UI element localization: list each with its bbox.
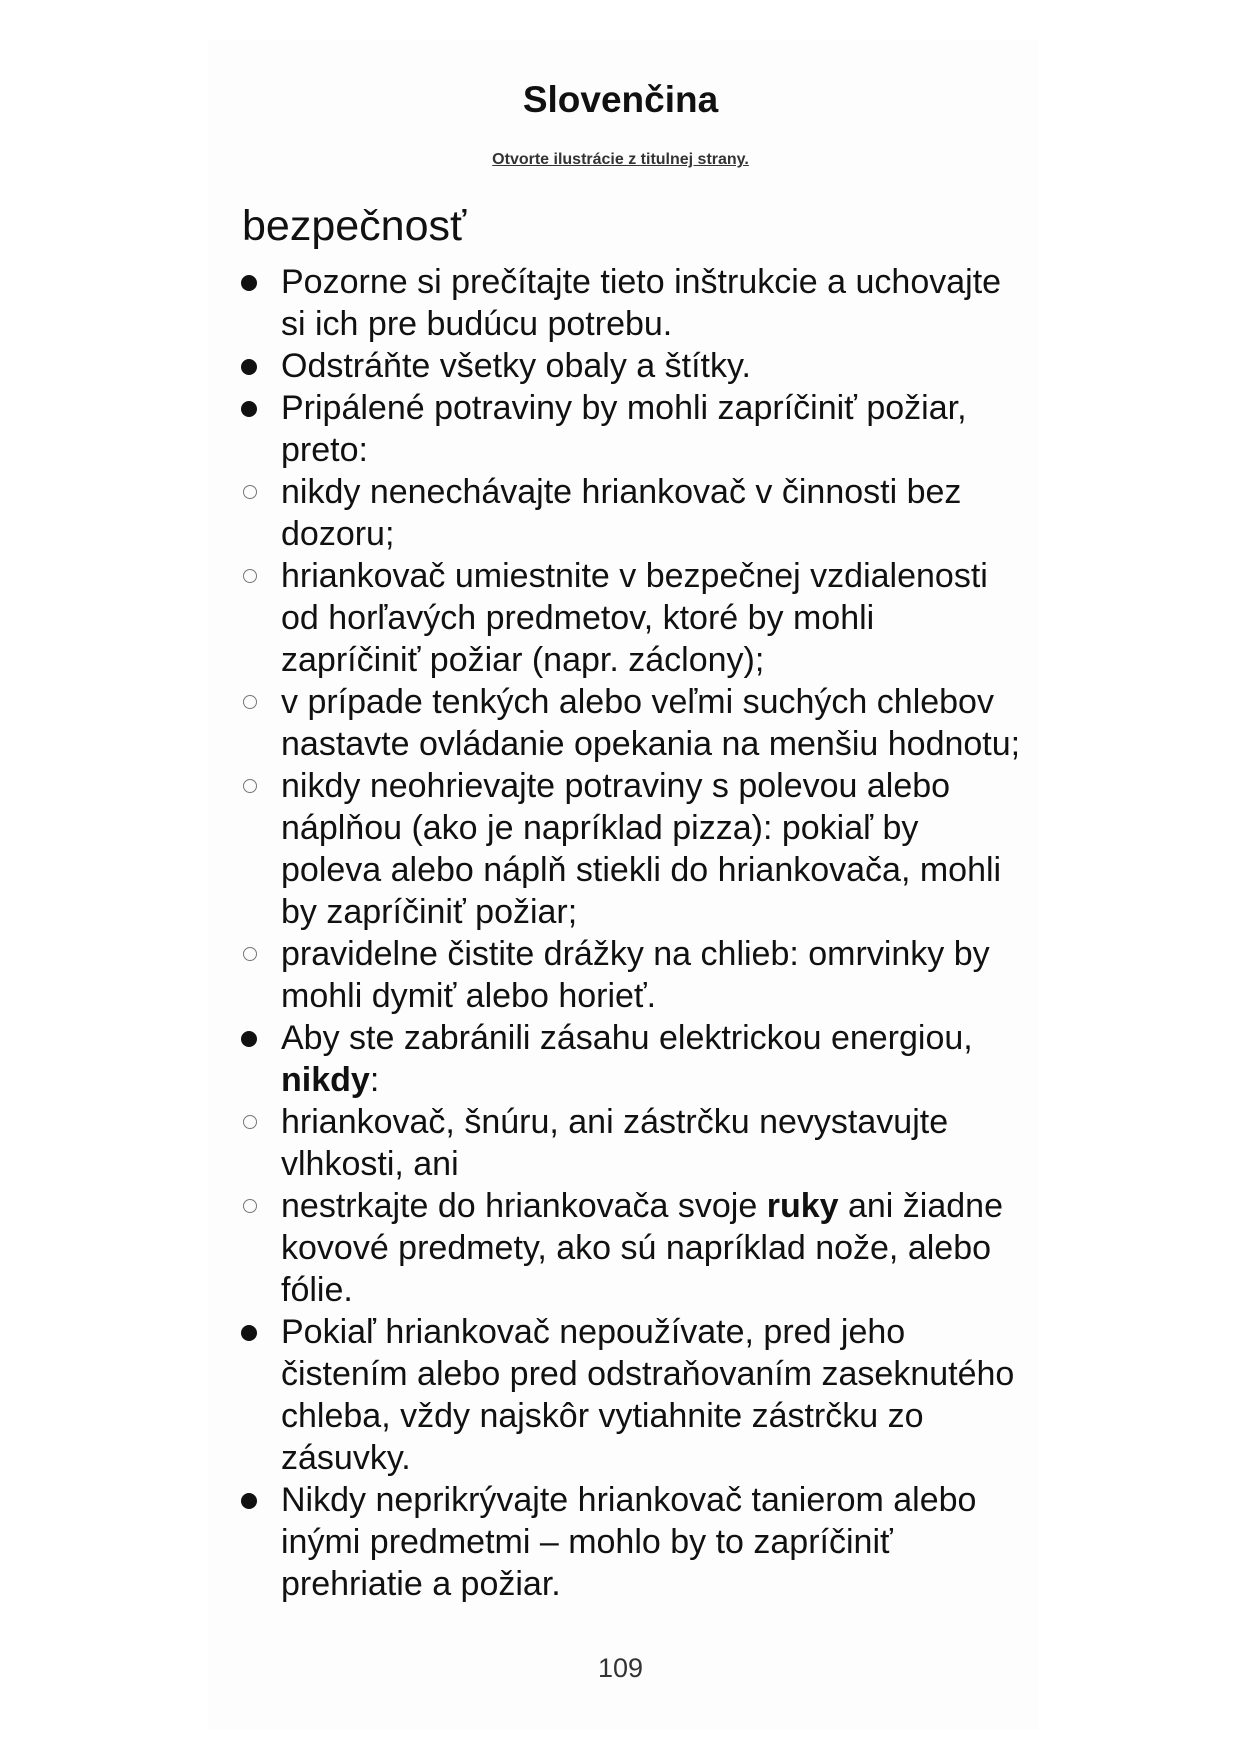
list-item-text-before: nestrkajte do hriankovača svoje: [281, 1187, 767, 1225]
bullet-circle-icon: [243, 485, 257, 499]
bullet-dot-icon: [241, 275, 257, 291]
emphasis-text: nikdy: [281, 1061, 370, 1099]
list-item-text: Odstráňte všetky obaly a štítky.: [281, 347, 751, 385]
bullet-circle-icon: [243, 695, 257, 709]
list-item-text: pravidelne čistite drážky na chlieb: omrvinky by mohli dymiť alebo horieť.: [281, 935, 990, 1015]
safety-list: [241, 261, 1021, 1605]
list-item: [241, 387, 1021, 471]
page-title: Slovenčina: [522, 79, 719, 120]
list-item: [241, 1311, 1021, 1479]
list-item-text: Pripálené potraviny by mohli zapríčiniť požiar, preto:: [281, 389, 967, 469]
list-item-text-after: ani žiadne kovové predmety, ako sú napríklad nože, alebo fólie.: [281, 1187, 1004, 1309]
list-item-text: nikdy neohrievajte potraviny s polevou alebo náplňou (ako je napríklad pizza): pokiaľ by poleva alebo náplň stiekli do hriankovača, mohli by zapríčiniť požiar;: [281, 767, 1002, 931]
bullet-dot-icon: [241, 401, 257, 417]
sub-list-item: [241, 471, 1021, 555]
bullet-dot-icon: [241, 1031, 257, 1047]
bullet-circle-icon: [243, 779, 257, 793]
list-item-text-before: Aby ste zabránili zásahu elektrickou energiou,: [281, 1019, 973, 1057]
bullet-circle-icon: [243, 947, 257, 961]
bullet-dot-icon: [241, 1325, 257, 1341]
bullet-circle-icon: [243, 1115, 257, 1129]
list-item-text: nikdy nenechávajte hriankovač v činnosti bez dozoru;: [281, 473, 962, 553]
page-number: 109: [597, 1653, 644, 1683]
list-item-text: Pozorne si prečítajte tieto inštrukcie a uchovajte si ich pre budúcu potrebu.: [281, 263, 1002, 343]
list-item-text: Pokiaľ hriankovač nepoužívate, pred jeho čistením alebo pred odstraňovaním zaseknutého chleba, vždy najskôr vytiahnite zástrčku zo zásuvky.: [281, 1313, 1015, 1477]
list-item-text: Nikdy neprikrývajte hriankovač tanierom alebo inými predmetmi – mohlo by to zapríčiniť prehriatie a požiar.: [281, 1481, 977, 1603]
list-item: [241, 345, 1021, 387]
list-item: [241, 1479, 1021, 1605]
bullet-circle-icon: [243, 1199, 257, 1213]
list-item-text-after: :: [369, 1061, 380, 1099]
list-item: [241, 1017, 1021, 1101]
list-item: [241, 261, 1021, 345]
sub-list-item: [241, 1101, 1021, 1185]
sub-list-item: [241, 1185, 1021, 1311]
list-item-text: hriankovač umiestnite v bezpečnej vzdialenosti od horľavých predmetov, ktoré by mohli zapríčiniť požiar (napr. záclony);: [281, 557, 988, 679]
list-item-text: hriankovač, šnúru, ani zástrčku nevystavujte vlhkosti, ani: [281, 1103, 949, 1183]
list-item-text: v prípade tenkých alebo veľmi suchých chlebov nastavte ovládanie opekania na menšiu hodnotu;: [281, 683, 1021, 763]
bullet-dot-icon: [241, 1493, 257, 1509]
bullet-dot-icon: [241, 359, 257, 375]
emphasis-text: ruky: [766, 1187, 839, 1225]
section-title: bezpečnosť: [242, 202, 467, 250]
bullet-circle-icon: [243, 569, 257, 583]
sub-list-item: [241, 681, 1021, 765]
sub-list-item: [241, 933, 1021, 1017]
illustrations-link[interactable]: Otvorte ilustrácie z titulnej strany.: [492, 151, 749, 168]
sub-list-item: [241, 765, 1021, 933]
sub-list-item: [241, 555, 1021, 681]
